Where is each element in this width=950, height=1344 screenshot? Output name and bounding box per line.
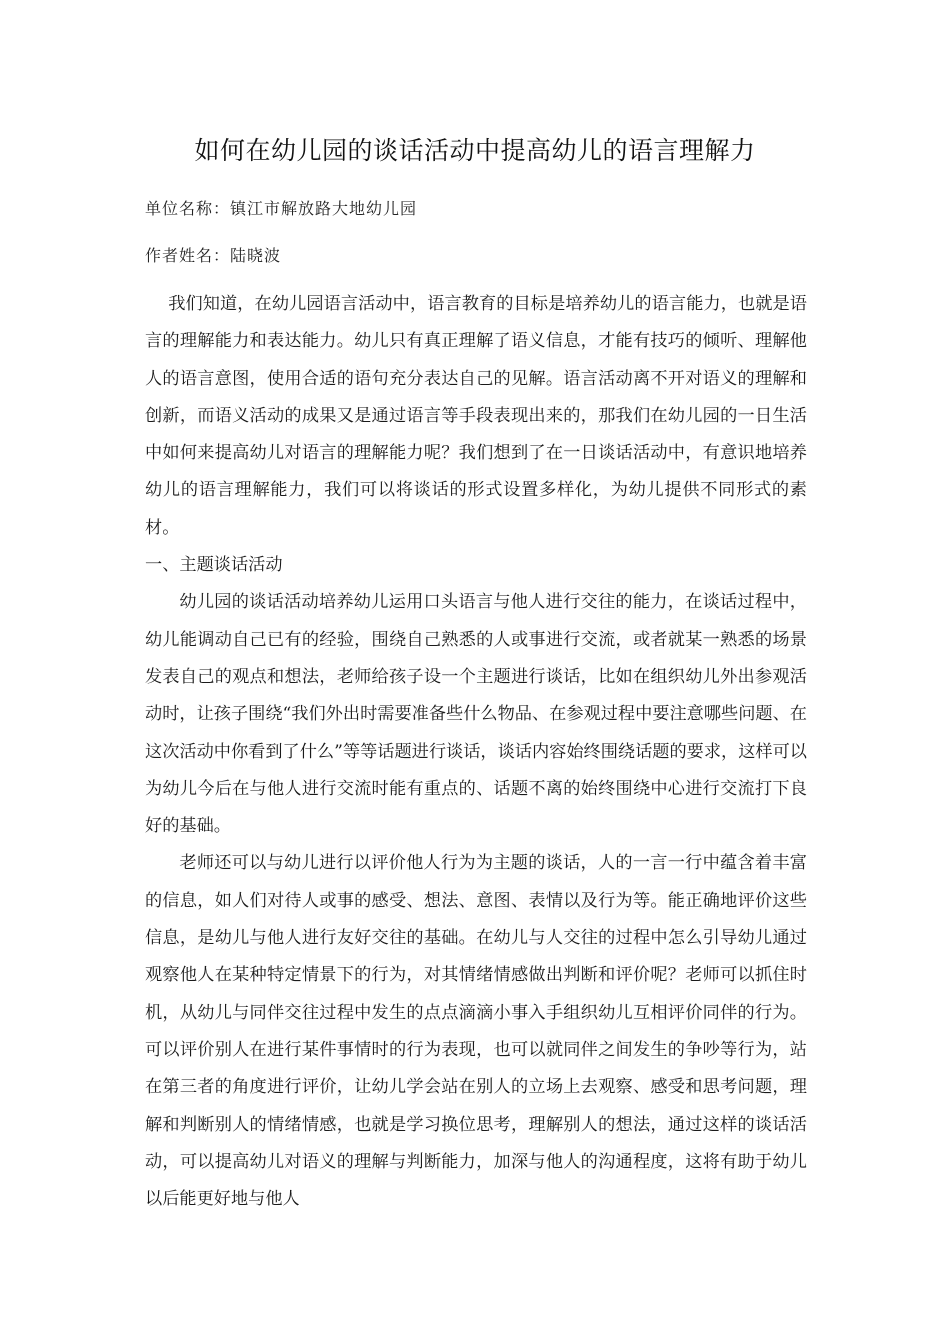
intro-paragraph: 我们知道，在幼儿园语言活动中，语言教育的目标是培养幼儿的语言能力，也就是语言的理解能力和表达能力。幼儿只有真正理解了语义信息，才能有技巧的倾听、理解他人的语言意图，使用合适的语句充分表达自己的见解。语言活动离不开对语义的理解和创新，而语义活动的成果又是通过语言等手段表现出来的，那我们在幼儿园的一日生活中如何来提高幼儿对语言的理解能力呢？我们想到了在一日谈话活动中，有意识地培养幼儿的语言理解能力，我们可以将谈话的形式设置多样化，为幼儿提供不同形式的素材。: [145, 294, 807, 538]
document-body: [145, 286, 807, 1218]
section-heading: 一、主题谈话活动: [145, 555, 283, 576]
unit-name-line: 单位名称：镇江市解放路大地幼儿园: [145, 199, 418, 218]
author-name-line: 作者姓名：陆晓波: [145, 246, 282, 265]
body-paragraph: 幼儿园的谈话活动培养幼儿运用口头语言与他人进行交往的能力，在谈话过程中，幼儿能调动自己已有的经验，围绕自己熟悉的人或事进行交流，或者就某一熟悉的场景发表自己的观点和想法，老师给孩子设一个主题进行谈话，比如在组织幼儿外出参观活动时，让孩子围绕“我们外出时需要准备些什么物品、在参观过程中要注意哪些问题、在这次活动中你看到了什么”等等话题进行谈话，谈话内容始终围绕话题的要求，这样可以为幼儿今后在与他人进行交流时能有重点的、话题不离的始终围绕中心进行交流打下良好的基础。: [145, 592, 807, 837]
body-paragraph: 老师还可以与幼儿进行以评价他人行为为主题的谈话，人的一言一行中蕴含着丰富的信息，如人们对待人或事的感受、想法、意图、表情以及行为等。能正确地评价这些信息，是幼儿与他人进行友好交往的基础。在幼儿与人交往的过程中怎么引导幼儿通过观察他人在某种特定情景下的行为，对其情绪情感做出判断和评价呢？老师可以抓住时机，从幼儿与同伴交往过程中发生的点点滴滴小事入手组织幼儿互相评价同伴的行为。可以评价别人在进行某件事情时的行为表现，也可以就同伴之间发生的争吵等行为，站在第三者的角度进行评价，让幼儿学会站在别人的立场上去观察、感受和思考问题，理解和判断别人的情绪情感，也就是学习换位思考，理解别人的想法，通过这样的谈话活动，可以提高幼儿对语义的理解与判断能力，加深与他人的沟通程度，这将有助于幼儿以后能更好地与他人: [145, 853, 807, 1210]
document-title: 如何在幼儿园的谈话活动中提高幼儿的语言理解力: [194, 136, 756, 165]
